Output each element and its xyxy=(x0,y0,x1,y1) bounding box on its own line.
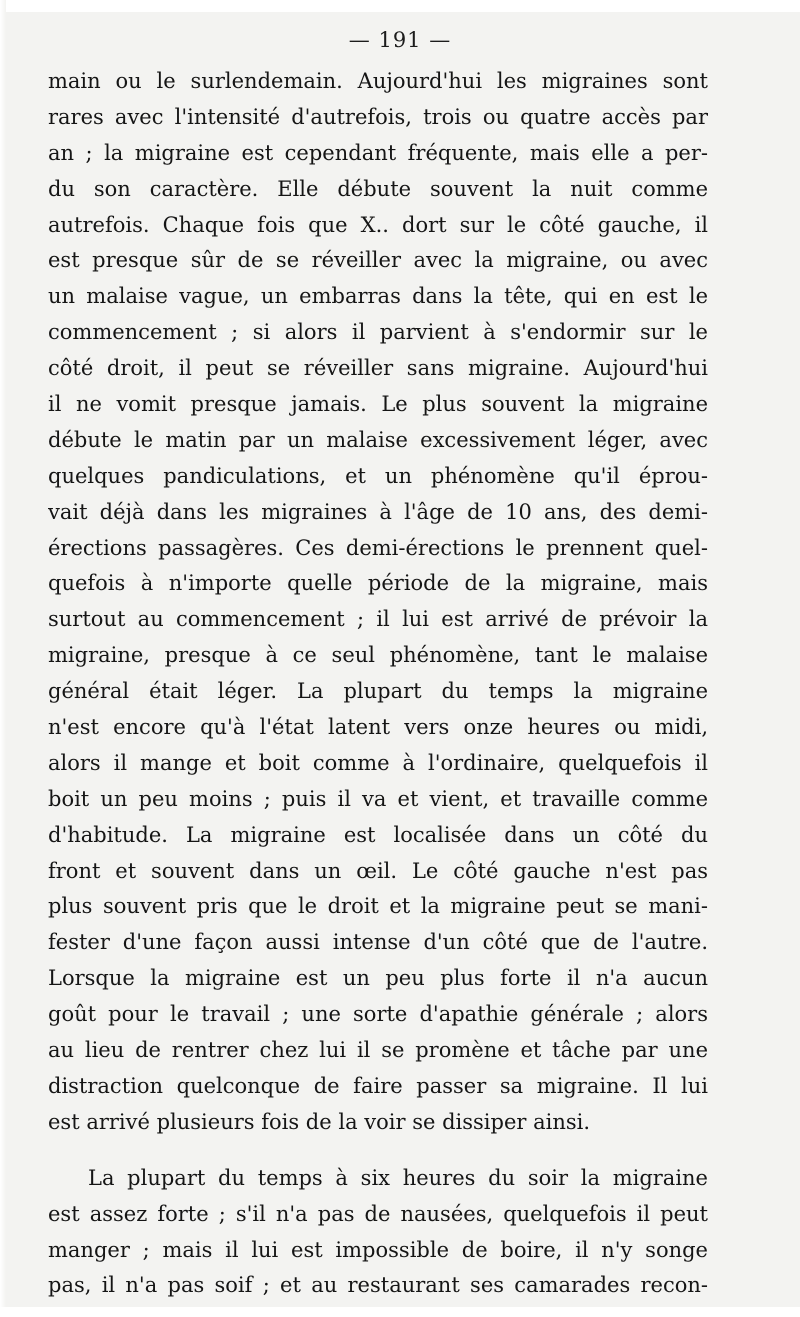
text-line: autrefois. Chaque fois que X.. dort sur le côté gauche, il xyxy=(48,212,708,237)
text-line: Lorsque la migraine est un peu plus forte il n'a aucun xyxy=(48,966,708,991)
text-line: commencement ; si alors il parvient à s'endormir sur le xyxy=(48,320,708,345)
text-line: boit un peu moins ; puis il va et vient, et travaille comme xyxy=(48,786,708,811)
text-line: alors il mange et boit comme à l'ordinaire, quelquefois il xyxy=(48,750,708,775)
page-number: — 191 — xyxy=(348,28,452,52)
text-line: goût pour le travail ; une sorte d'apathie générale ; alors xyxy=(48,1002,708,1027)
text-line: surtout au commencement ; il lui est arrivé de prévoir la xyxy=(48,607,708,632)
text-line: du son caractère. Elle débute souvent la nuit comme xyxy=(48,176,708,201)
text-line: débute le matin par un malaise excessivement léger, avec xyxy=(48,427,708,452)
text-line: migraine, presque à ce seul phénomène, tant le malaise xyxy=(48,643,708,668)
scan-margin-bottom xyxy=(0,1307,800,1317)
text-line: plus souvent pris que le droit et la migraine peut se mani- xyxy=(48,894,708,919)
paragraph-spacer xyxy=(48,1141,708,1161)
text-line: côté droit, il peut se réveiller sans migraine. Aujourd'hui xyxy=(48,356,708,381)
text-line: il ne vomit presque jamais. Le plus souvent la migraine xyxy=(48,392,708,417)
text-line: un malaise vague, un embarras dans la tête, qui en est le xyxy=(48,284,708,309)
text-line: est assez forte ; s'il n'a pas de nausées, quelquefois il peut xyxy=(48,1201,708,1226)
text-line: fester d'une façon aussi intense d'un côté que de l'autre. xyxy=(48,930,708,955)
paragraph-2 xyxy=(48,1161,708,1305)
text-line: an ; la migraine est cependant fréquente, mais elle a per- xyxy=(48,140,708,165)
text-line: vait déjà dans les migraines à l'âge de 10 ans, des demi- xyxy=(48,499,708,524)
text-line: La plupart du temps à six heures du soir la migraine xyxy=(88,1165,708,1190)
body-text xyxy=(48,64,708,1304)
text-line: distraction quelconque de faire passer sa migraine. Il lui xyxy=(48,1073,708,1098)
scan-margin-top xyxy=(0,0,800,12)
text-line: pas, il n'a pas soif ; et au restaurant ses camarades recon- xyxy=(48,1273,708,1298)
text-line: érections passagères. Ces demi-érections le prennent quel- xyxy=(48,535,708,560)
text-line: d'habitude. La migraine est localisée dans un côté du xyxy=(48,822,708,847)
text-line: front et souvent dans un œil. Le côté gauche n'est pas xyxy=(48,858,708,883)
text-line: au lieu de rentrer chez lui il se promène et tâche par une xyxy=(48,1038,708,1063)
text-line: général était léger. La plupart du temps la migraine xyxy=(48,679,708,704)
text-line: est arrivé plusieurs fois de la voir se dissiper ainsi. xyxy=(48,1109,591,1134)
text-line: main ou le surlendemain. Aujourd'hui les migraines sont xyxy=(48,69,708,93)
scan-margin-left xyxy=(0,0,6,1317)
text-line: rares avec l'intensité d'autrefois, trois ou quatre accès par xyxy=(48,104,708,129)
text-line: quefois à n'importe quelle période de la migraine, mais xyxy=(48,571,708,596)
text-line: quelques pandiculations, et un phénomène qu'il éprou- xyxy=(48,463,708,488)
paragraph-1 xyxy=(48,64,708,1141)
text-line: est presque sûr de se réveiller avec la migraine, ou avec xyxy=(48,248,708,273)
text-line: manger ; mais il lui est impossible de boire, il n'y songe xyxy=(48,1237,708,1262)
text-line: n'est encore qu'à l'état latent vers onze heures ou midi, xyxy=(48,715,708,740)
